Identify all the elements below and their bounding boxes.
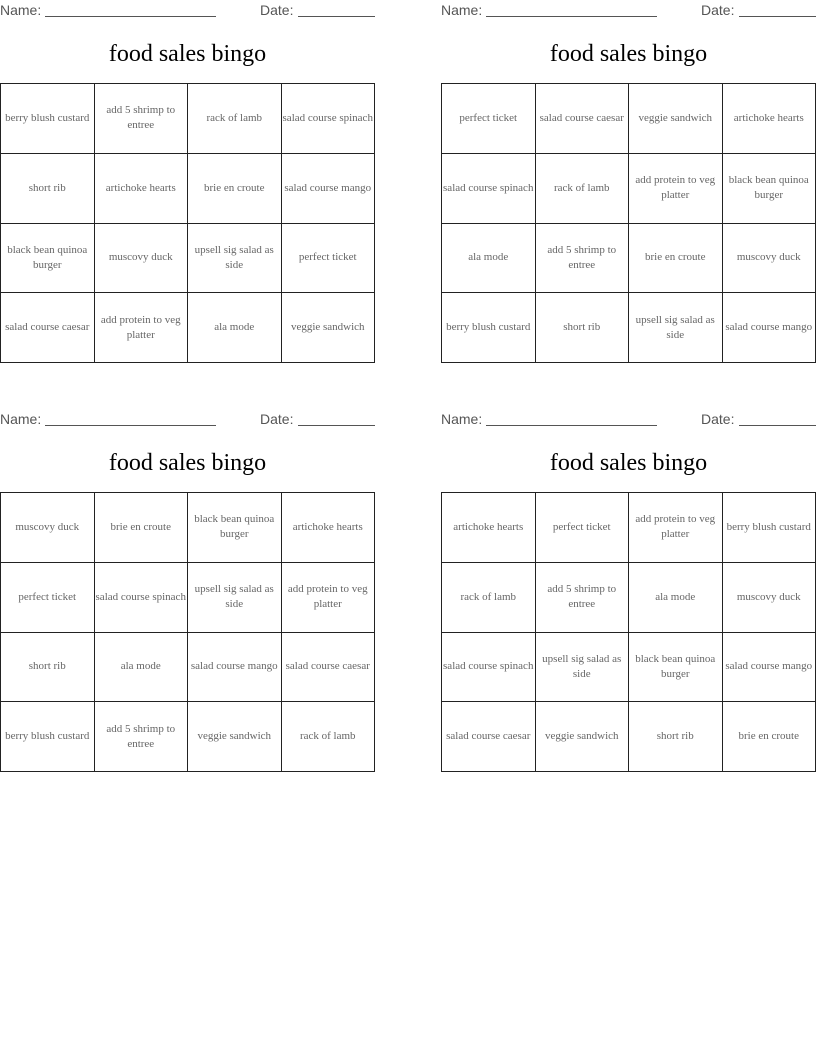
bingo-cell: rack of lamb (442, 563, 536, 633)
bingo-cell: artichoke hearts (723, 84, 816, 154)
bingo-cell: salad course caesar (1, 293, 95, 363)
bingo-cell: perfect ticket (1, 563, 95, 633)
bingo-grid (0, 83, 375, 363)
date-label: Date: (260, 411, 294, 427)
bingo-cell: add 5 shrimp to entree (95, 84, 189, 154)
bingo-grid (441, 83, 816, 363)
bingo-cell: artichoke hearts (95, 154, 189, 224)
bingo-cell: brie en croute (723, 702, 816, 772)
bingo-cell: berry blush custard (1, 84, 95, 154)
bingo-card (441, 0, 816, 341)
bingo-cell: salad course mango (188, 633, 282, 703)
bingo-cell: berry blush custard (1, 702, 95, 772)
bingo-cell: black bean quinoa burger (629, 633, 723, 703)
bingo-cell: veggie sandwich (188, 702, 282, 772)
bingo-cell: black bean quinoa burger (1, 224, 95, 294)
bingo-cell: add 5 shrimp to entree (95, 702, 189, 772)
bingo-cell: add protein to veg platter (629, 154, 723, 224)
bingo-cell: perfect ticket (442, 84, 536, 154)
bingo-cell: salad course spinach (95, 563, 189, 633)
bingo-cell: veggie sandwich (629, 84, 723, 154)
bingo-cell: ala mode (629, 563, 723, 633)
bingo-cell: rack of lamb (188, 84, 282, 154)
bingo-cell: upsell sig salad as side (536, 633, 630, 703)
bingo-cell: add protein to veg platter (629, 493, 723, 563)
bingo-cell: veggie sandwich (536, 702, 630, 772)
bingo-cell: salad course caesar (282, 633, 376, 703)
bingo-cell: ala mode (188, 293, 282, 363)
bingo-cell: perfect ticket (536, 493, 630, 563)
bingo-cell: brie en croute (188, 154, 282, 224)
date-label: Date: (260, 2, 294, 18)
card-title: food sales bingo (549, 450, 708, 476)
bingo-cell: short rib (536, 293, 630, 363)
name-label: Name: (0, 2, 42, 18)
date-blank-line (298, 425, 375, 426)
card-title: food sales bingo (108, 41, 267, 67)
bingo-cell: rack of lamb (536, 154, 630, 224)
card-header (0, 2, 375, 20)
date-blank-line (739, 425, 816, 426)
bingo-cell: muscovy duck (1, 493, 95, 563)
name-label: Name: (441, 411, 483, 427)
bingo-cell: rack of lamb (282, 702, 376, 772)
card-title: food sales bingo (108, 450, 267, 476)
date-label: Date: (701, 411, 735, 427)
bingo-cell: short rib (629, 702, 723, 772)
card-header (441, 2, 816, 20)
bingo-grid (441, 492, 816, 772)
name-label: Name: (0, 411, 42, 427)
bingo-cell: salad course mango (723, 633, 816, 703)
bingo-cell: berry blush custard (442, 293, 536, 363)
bingo-card (0, 409, 375, 750)
bingo-cell: short rib (1, 633, 95, 703)
bingo-card (441, 409, 816, 743)
bingo-cell: veggie sandwich (282, 293, 376, 363)
bingo-cell: add 5 shrimp to entree (536, 224, 630, 294)
card-header (0, 411, 375, 429)
name-blank-line (45, 16, 216, 17)
bingo-cell: brie en croute (95, 493, 189, 563)
date-label: Date: (701, 2, 735, 18)
bingo-cell: black bean quinoa burger (188, 493, 282, 563)
bingo-cell: black bean quinoa burger (723, 154, 816, 224)
bingo-cell: add protein to veg platter (282, 563, 376, 633)
bingo-cell: short rib (1, 154, 95, 224)
bingo-cell: salad course mango (723, 293, 816, 363)
bingo-cell: upsell sig salad as side (188, 563, 282, 633)
name-blank-line (486, 16, 657, 17)
bingo-cell: ala mode (442, 224, 536, 294)
bingo-cell: muscovy duck (95, 224, 189, 294)
bingo-cell: salad course spinach (442, 633, 536, 703)
bingo-card (0, 0, 375, 341)
bingo-cell: salad course spinach (442, 154, 536, 224)
date-blank-line (739, 16, 816, 17)
bingo-cell: berry blush custard (723, 493, 816, 563)
bingo-cell: add 5 shrimp to entree (536, 563, 630, 633)
card-header (441, 411, 816, 429)
bingo-cell: artichoke hearts (282, 493, 376, 563)
bingo-grid (0, 492, 375, 772)
bingo-cell: brie en croute (629, 224, 723, 294)
name-label: Name: (441, 2, 483, 18)
bingo-cell: add protein to veg platter (95, 293, 189, 363)
card-title: food sales bingo (549, 41, 708, 67)
bingo-cell: salad course spinach (282, 84, 376, 154)
bingo-cell: upsell sig salad as side (188, 224, 282, 294)
bingo-cell: perfect ticket (282, 224, 376, 294)
name-blank-line (45, 425, 216, 426)
bingo-cell: ala mode (95, 633, 189, 703)
bingo-cell: salad course mango (282, 154, 376, 224)
bingo-cell: salad course caesar (536, 84, 630, 154)
bingo-cell: muscovy duck (723, 224, 816, 294)
date-blank-line (298, 16, 375, 17)
name-blank-line (486, 425, 657, 426)
bingo-cell: salad course caesar (442, 702, 536, 772)
bingo-cell: artichoke hearts (442, 493, 536, 563)
bingo-cell: muscovy duck (723, 563, 816, 633)
bingo-cell: upsell sig salad as side (629, 293, 723, 363)
